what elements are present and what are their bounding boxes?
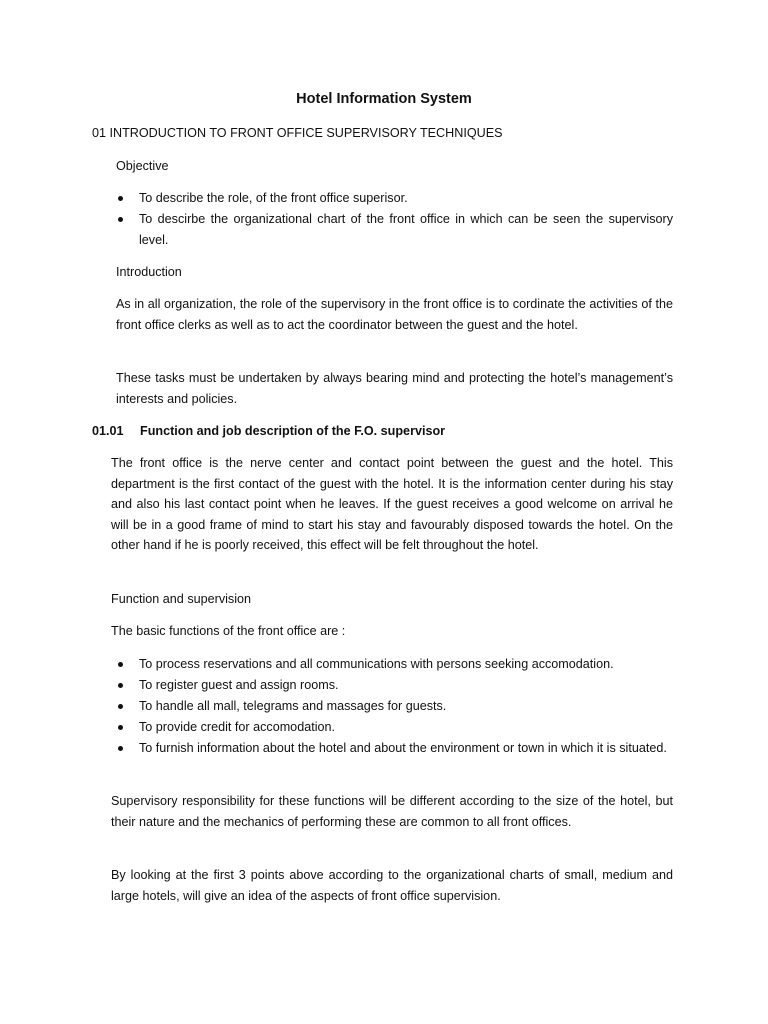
- document-title: Hotel Information System: [296, 91, 472, 107]
- list-item: To furnish information about the hotel and about the environment or town in which it is situated.: [116, 738, 673, 759]
- subsection-heading: [92, 421, 445, 441]
- objective-list: [116, 188, 673, 251]
- closing-paragraph: By looking at the first 3 points above according to the organizational charts of small, medium and large hotels, will give an idea of the aspects of front office supervision.: [111, 868, 673, 903]
- introduction-paragraph: As in all organization, the role of the supervisory in the front office is to cordinate the activities of the front office clerks as well as to act the coordinator between the guest and the hotel.: [116, 297, 673, 332]
- objective-label: Objective: [116, 159, 169, 173]
- subsection-number: 01.01: [92, 424, 124, 438]
- basic-functions-intro: The basic functions of the front office are :: [111, 624, 346, 638]
- list-item: To describe the role, of the front office superisor.: [116, 188, 673, 209]
- function-supervision-label: Function and supervision: [111, 592, 252, 606]
- list-item: To register guest and assign rooms.: [116, 675, 673, 696]
- basic-functions-list: [116, 654, 673, 759]
- supervisory-paragraph: Supervisory responsibility for these functions will be different according to the size of the hotel, but their nature and the mechanics of performing these are common to all front offices.: [111, 794, 673, 829]
- list-item: To process reservations and all communications with persons seeking accomodation.: [116, 654, 673, 675]
- list-item: To descirbe the organizational chart of the front office in which can be seen the supervisory level.: [116, 209, 673, 251]
- section-heading: 01 INTRODUCTION TO FRONT OFFICE SUPERVISORY TECHNIQUES: [92, 126, 503, 140]
- list-item: To provide credit for accomodation.: [116, 717, 673, 738]
- introduction-label: Introduction: [116, 265, 182, 279]
- introduction-paragraph: These tasks must be undertaken by always bearing mind and protecting the hotel’s management’s interests and policies.: [116, 371, 673, 406]
- subsection-title: Function and job description of the F.O. supervisor: [140, 424, 446, 438]
- list-item: To handle all mall, telegrams and massages for guests.: [116, 696, 673, 717]
- front-office-paragraph: The front office is the nerve center and contact point between the guest and the hotel. This department is the first contact of the guest with the hotel. It is the information center during his stay and also his last contact point when he leaves. If the guest receives a good welcome on arrival he will be in a good frame of mind to start his stay and favourably disposed towards the hotel. On the other hand if he is poorly received, this effect will be felt throughout the hotel.: [111, 456, 673, 553]
